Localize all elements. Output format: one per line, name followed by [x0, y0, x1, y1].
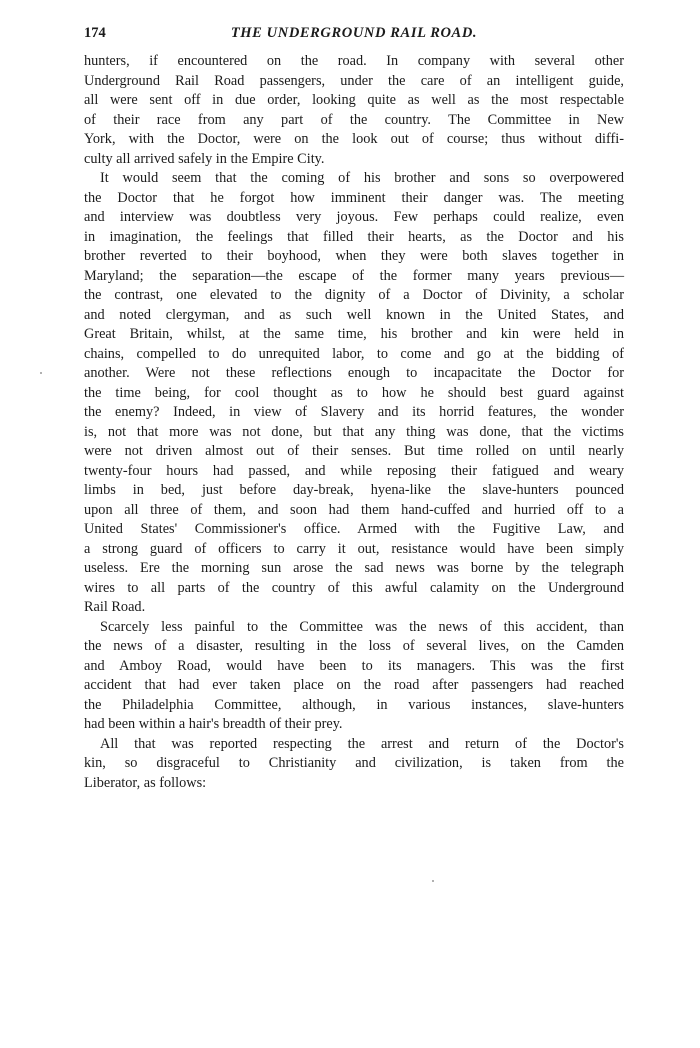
text-line: had been within a hair's breadth of their prey.: [84, 716, 343, 732]
text-line: culty all arrived safely in the Empire City.: [84, 150, 325, 167]
text-line: useless. Ere the morning sun arose the sad news was borne by the telegraph: [84, 560, 624, 576]
text-line: United States' Commissioner's office. Armed with the Fugitive Law, and: [84, 521, 624, 537]
text-line: York, with the Doctor, were on the look out of course; thus without diffi-: [84, 131, 624, 147]
text-line: and noted clergyman, and as such well known in the United States, and: [84, 306, 624, 323]
scan-speck: [432, 880, 434, 882]
text-line: the news of a disaster, resulting in the loss of several lives, on the Camden: [84, 638, 624, 654]
body-text: [84, 52, 624, 793]
text-line: Underground Rail Road passengers, under the care of an intelligent guide,: [84, 72, 624, 89]
text-line: Liberator, as follows:: [84, 774, 207, 791]
text-line: Scarcely less painful to the Committee was the news of this accident, than: [100, 618, 624, 635]
text-line: the enemy? Indeed, in view of Slavery and its horrid features, the wonder: [84, 404, 624, 420]
text-line: All that was reported respecting the arrest and return of the Doctor's: [100, 735, 624, 752]
text-line: accident that had ever taken place on the road after passengers had reached: [84, 677, 624, 693]
text-line: of their race from any part of the country. The Committee in New: [84, 111, 624, 128]
text-line: were not driven almost out of their senses. But time rolled on until nearly: [84, 443, 624, 459]
text-line: chains, compelled to do unrequited labor, to come and go at the bidding of: [84, 345, 624, 362]
text-line: another. Were not these reflections enough to incapacitate the Doctor for: [84, 365, 624, 381]
text-line: wires to all parts of the country of this awful calamity on the Underground: [84, 579, 624, 596]
text-line: hunters, if encountered on the road. In company with several other: [84, 53, 624, 69]
text-line: Maryland; the separation—the escape of the former many years previous—: [84, 267, 624, 284]
book-page: [84, 22, 624, 793]
text-line: all were sent off in due order, looking quite as well as the most respectable: [84, 92, 624, 108]
text-line: a strong guard of officers to carry it out, resistance would have been simply: [84, 540, 624, 557]
text-line: kin, so disgraceful to Christianity and civilization, is taken from the: [84, 755, 624, 771]
text-line: upon all three of them, and soon had them hand-cuffed and hurried off to a: [84, 501, 624, 518]
text-line: in imagination, the feelings that filled their hearts, as the Doctor and his: [84, 228, 624, 245]
page-number: 174: [84, 25, 106, 41]
text-line: It would seem that the coming of his brother and sons so overpowered: [100, 170, 624, 186]
scan-speck: [40, 372, 42, 374]
text-line: Rail Road.: [84, 599, 146, 615]
text-line: the time being, for cool thought as to how he should best guard against: [84, 384, 624, 401]
text-line: brother reverted to their boyhood, when they were both slaves together in: [84, 248, 624, 264]
text-line: the Philadelphia Committee, although, in various instances, slave-hunters: [84, 696, 624, 713]
text-line: the contrast, one elevated to the dignity of a Doctor of Divinity, a scholar: [84, 287, 624, 303]
text-line: and Amboy Road, would have been to its managers. This was the first: [84, 657, 624, 674]
text-line: Great Britain, whilst, at the same time, his brother and kin were held in: [84, 326, 624, 342]
text-line: and interview was doubtless very joyous. Few perhaps could realize, even: [84, 209, 624, 225]
text-line: limbs in bed, just before day-break, hyena-like the slave-hunters pounced: [84, 482, 624, 498]
running-title: THE UNDERGROUND RAIL ROAD.: [230, 25, 478, 41]
page-header: [84, 22, 624, 44]
text-line: is, not that more was not done, but that any thing was done, that the victims: [84, 423, 624, 440]
text-line: twenty-four hours had passed, and while reposing their fatigued and weary: [84, 462, 624, 479]
text-line: the Doctor that he forgot how imminent their danger was. The meeting: [84, 189, 624, 206]
